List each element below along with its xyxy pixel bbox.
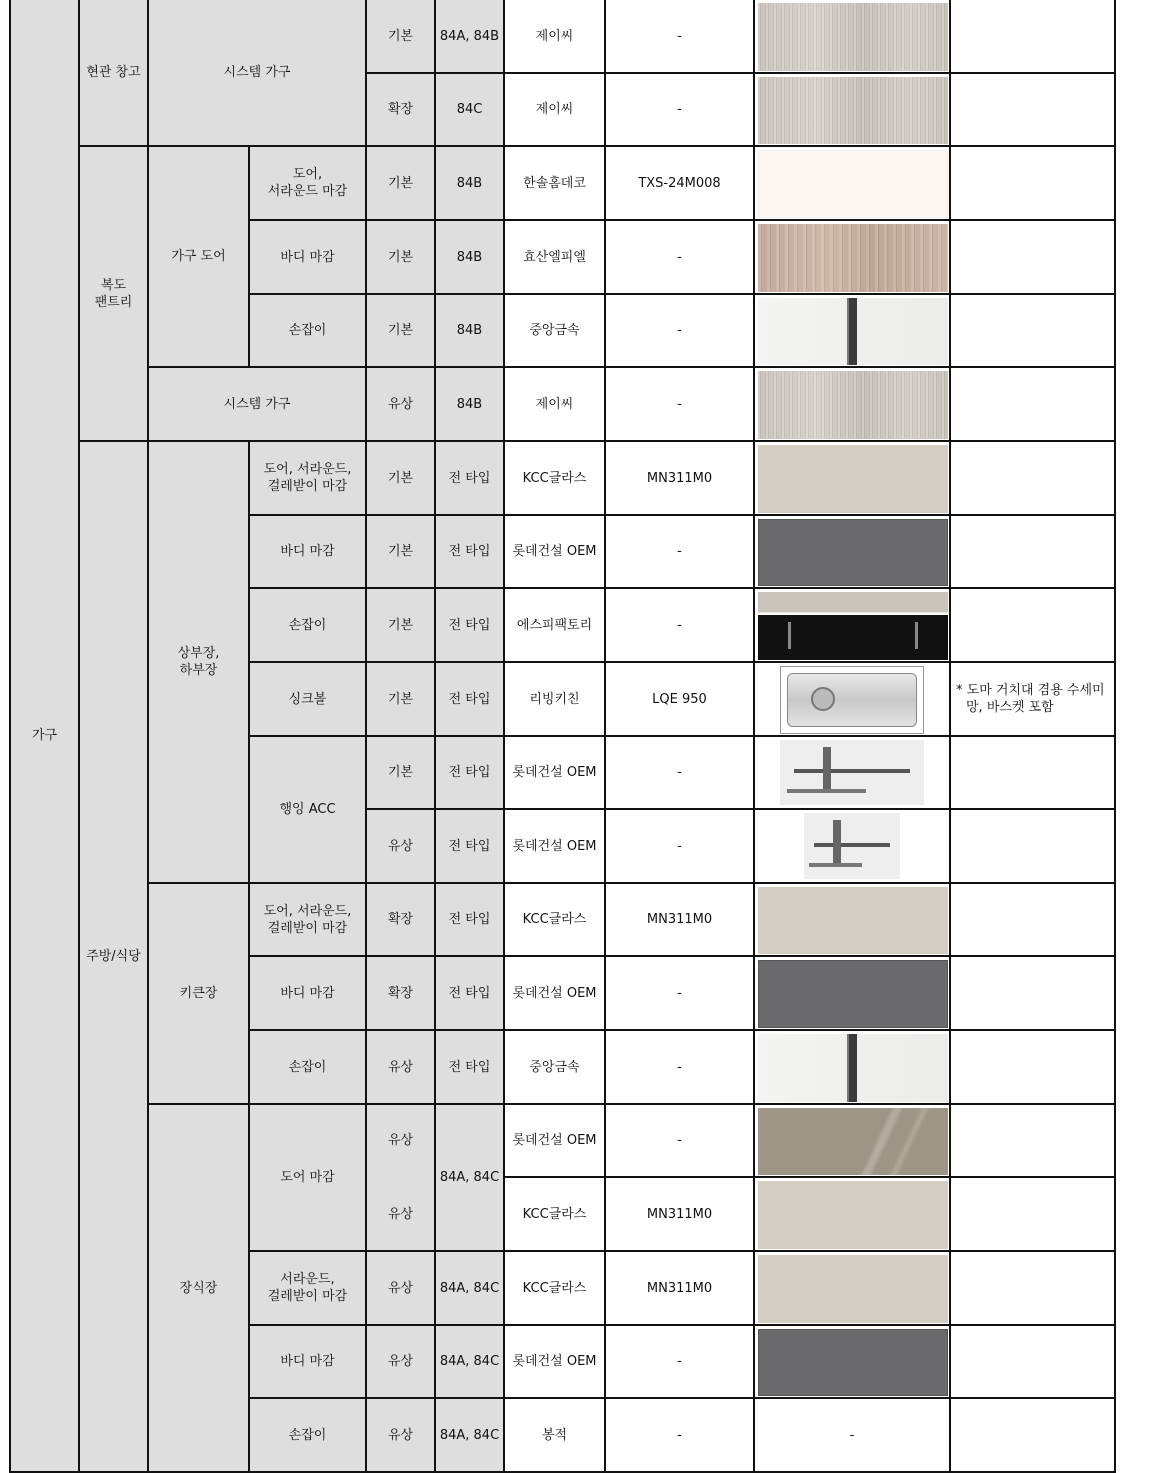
grid-line (147, 882, 1116, 884)
group-cell-text: 시스템 가구 (223, 65, 291, 80)
type-cell-text: 전 타입 (448, 544, 491, 559)
maker-cell-text: 롯데건설 OEM (512, 1354, 597, 1369)
maker-cell-text: 제이씨 (535, 28, 574, 44)
model-cell-text: - (677, 323, 682, 338)
model-cell (605, 1325, 754, 1398)
group-cell (148, 367, 366, 441)
option-cell-text: 기본 (387, 765, 414, 780)
grid-line (248, 1397, 1116, 1399)
option-cell (366, 1325, 435, 1398)
swatch-image (780, 666, 924, 734)
option-cell-text: 확장 (387, 102, 414, 117)
maker-cell-text: KCC글라스 (522, 1206, 587, 1222)
maker-cell-text: 제이씨 (535, 102, 574, 117)
model-cell (605, 662, 754, 736)
maker-cell (504, 515, 605, 588)
rack-post-icon (833, 820, 841, 866)
option-cell (366, 146, 435, 220)
type-cell (435, 1325, 504, 1398)
model-cell (605, 367, 754, 441)
part-cell (249, 1104, 366, 1251)
note-cell (950, 441, 1115, 515)
maker-cell-text: 중앙금속 (529, 1059, 580, 1075)
note-cell (950, 588, 1115, 662)
model-cell-text: MN311M0 (646, 470, 713, 486)
option-cell (366, 0, 435, 73)
option-cell-text: 확장 (387, 912, 414, 927)
option-cell-text: 유상 (387, 1133, 414, 1148)
model-cell (605, 220, 754, 294)
model-cell-text: - (677, 544, 682, 559)
maker-cell (504, 1104, 605, 1177)
option-cell (366, 1030, 435, 1104)
no-image-text: - (849, 1427, 855, 1443)
note-cell (950, 662, 1115, 736)
type-cell-text: 84A, 84B (439, 28, 500, 44)
swatch-image (758, 77, 948, 144)
type-cell (435, 367, 504, 441)
option-cell (366, 294, 435, 367)
option-cell (366, 662, 435, 736)
model-cell (605, 441, 754, 515)
maker-cell (504, 220, 605, 294)
maker-cell (504, 73, 605, 146)
note-cell (950, 736, 1115, 809)
type-cell (435, 0, 504, 73)
type-cell-text: 84B (456, 323, 483, 338)
model-cell-text: - (677, 838, 682, 854)
shelf-edge-icon (915, 622, 918, 649)
model-cell-text: - (677, 765, 682, 780)
grid-line (248, 219, 1116, 221)
note-cell (950, 1030, 1115, 1104)
option-cell (366, 883, 435, 956)
maker-cell-text: 에스피팩토리 (516, 617, 593, 633)
maker-cell (504, 1177, 605, 1251)
model-cell (605, 956, 754, 1030)
note-cell (950, 146, 1115, 220)
type-cell (435, 1104, 504, 1251)
swatch-image (758, 960, 948, 1028)
sink-basin-icon (787, 673, 917, 727)
model-cell-text: MN311M0 (646, 1206, 713, 1222)
drain-icon (811, 687, 835, 711)
grid-line (248, 1029, 1116, 1031)
swatch-image (758, 1329, 948, 1396)
maker-cell (504, 1325, 605, 1398)
zone-cell-text: 주방/식당 (86, 949, 141, 964)
type-cell-text: 84A, 84C (439, 1170, 500, 1185)
option-cell-text: 기본 (387, 323, 414, 338)
option-cell-text: 기본 (387, 175, 414, 191)
handle-bar-icon (847, 298, 857, 365)
zone-cell-text: 복도 팬트리 (94, 277, 133, 310)
type-cell (435, 515, 504, 588)
type-cell-text: 전 타입 (448, 985, 491, 1001)
maker-cell (504, 441, 605, 515)
swatch-image (758, 224, 948, 292)
option-cell (366, 956, 435, 1030)
option-cell (366, 220, 435, 294)
category-cell (10, 0, 79, 1472)
grid-line (147, 366, 1116, 368)
handle-bar-icon (847, 1034, 857, 1102)
part-cell-text: 도어, 서라운드, 걸레받이 마감 (263, 903, 352, 936)
maker-cell-text: 롯데건설 OEM (512, 838, 597, 854)
swatch-image (780, 740, 924, 805)
group-cell (148, 441, 249, 883)
grid-line (248, 514, 1116, 516)
zone-cell (79, 0, 148, 146)
maker-cell-text: 롯데건설 OEM (512, 1133, 597, 1148)
model-cell (605, 883, 754, 956)
option-cell-text: 기본 (387, 617, 414, 633)
grid-line (147, 0, 149, 1472)
grid-line (248, 1250, 1116, 1252)
maker-cell (504, 736, 605, 809)
maker-cell-text: 롯데건설 OEM (512, 544, 597, 559)
maker-cell-text: 중앙금속 (529, 323, 580, 338)
note-cell (950, 1104, 1115, 1177)
note-cell (950, 220, 1115, 294)
model-cell-text: LQE 950 (652, 691, 707, 707)
part-cell (249, 1398, 366, 1472)
part-cell (249, 294, 366, 367)
option-cell (366, 1177, 435, 1251)
maker-cell (504, 146, 605, 220)
option-cell (366, 588, 435, 662)
part-cell (249, 736, 366, 883)
model-cell-text: MN311M0 (646, 1280, 713, 1296)
type-cell (435, 662, 504, 736)
maker-cell-text: 롯데건설 OEM (512, 985, 597, 1001)
swatch-image (758, 592, 948, 660)
model-cell (605, 588, 754, 662)
type-cell (435, 1398, 504, 1472)
part-cell-text: 행잉 ACC (279, 802, 336, 817)
model-cell (605, 146, 754, 220)
group-cell (148, 883, 249, 1104)
part-cell (249, 588, 366, 662)
rack-rail-icon (794, 769, 909, 773)
swatch-image (758, 519, 948, 586)
model-cell (605, 0, 754, 73)
maker-cell (504, 883, 605, 956)
part-cell (249, 1030, 366, 1104)
option-cell-text: 유상 (387, 1206, 414, 1222)
part-cell-text: 싱크볼 (288, 691, 327, 707)
rack-rail-icon (814, 843, 891, 847)
type-cell-text: 84B (456, 396, 483, 412)
part-cell (249, 956, 366, 1030)
type-cell (435, 146, 504, 220)
type-cell (435, 1251, 504, 1325)
type-cell-text: 전 타입 (448, 912, 491, 927)
type-cell (435, 809, 504, 883)
part-cell-text: 바디 마감 (280, 985, 335, 1001)
swatch-image (758, 298, 948, 365)
part-cell-text: 바디 마감 (280, 249, 335, 265)
grid-line (9, 0, 11, 1472)
maker-cell-text: KCC글라스 (522, 470, 587, 486)
part-cell-text: 도어 마감 (280, 1170, 335, 1185)
group-cell-text: 시스템 가구 (223, 396, 291, 412)
option-cell (366, 1104, 435, 1177)
option-cell (366, 441, 435, 515)
model-cell-text: - (677, 985, 682, 1001)
type-cell (435, 956, 504, 1030)
grid-line (365, 72, 1116, 74)
option-cell-text: 유상 (387, 1059, 414, 1075)
option-cell-text: 유상 (387, 396, 414, 412)
group-cell-text: 장식장 (179, 1280, 218, 1296)
part-cell-text: 서라운드, 걸레받이 마감 (267, 1272, 348, 1304)
option-cell-text: 유상 (387, 1354, 414, 1369)
note-cell (950, 1177, 1115, 1251)
maker-cell (504, 294, 605, 367)
swatch-image (758, 3, 948, 71)
rack-shelf-icon (809, 863, 862, 867)
option-cell-text: 유상 (387, 1427, 414, 1443)
model-cell-text: - (677, 1133, 682, 1148)
swatch-image (758, 371, 948, 439)
option-cell-text: 기본 (387, 544, 414, 559)
type-cell (435, 1030, 504, 1104)
grid-line (248, 146, 250, 367)
note-cell (950, 1398, 1115, 1472)
type-cell-text: 전 타입 (448, 691, 491, 707)
maker-cell (504, 1398, 605, 1472)
rack-post-icon (823, 747, 831, 793)
maker-cell (504, 809, 605, 883)
type-cell (435, 220, 504, 294)
part-cell (249, 883, 366, 956)
option-cell (366, 367, 435, 441)
zone-cell (79, 146, 148, 441)
maker-cell-text: KCC글라스 (522, 1280, 587, 1296)
type-cell-text: 전 타입 (448, 838, 491, 854)
model-cell (605, 294, 754, 367)
model-cell-text: - (677, 617, 682, 633)
swatch-image (758, 887, 948, 954)
maker-cell-text: 롯데건설 OEM (512, 765, 597, 780)
model-cell (605, 1177, 754, 1251)
model-cell (605, 73, 754, 146)
note-cell (950, 956, 1115, 1030)
type-cell-text: 전 타입 (448, 617, 491, 633)
part-cell (249, 662, 366, 736)
group-cell-text: 상부장, 하부장 (177, 646, 220, 678)
part-cell-text: 손잡이 (288, 1427, 327, 1443)
maker-cell-text: 리빙키친 (529, 691, 580, 707)
grid-line (78, 145, 1116, 147)
zone-cell (79, 441, 148, 1472)
note-cell (950, 883, 1115, 956)
model-cell (605, 1398, 754, 1472)
model-cell (605, 1104, 754, 1177)
rack-shelf-icon (787, 789, 866, 793)
maker-cell (504, 1251, 605, 1325)
option-cell-text: 기본 (387, 28, 414, 44)
part-cell-text: 손잡이 (288, 1059, 327, 1075)
part-cell (249, 515, 366, 588)
grid-line (248, 587, 1116, 589)
swatch-image (758, 1181, 948, 1249)
category-cell-text: 가구 (31, 728, 58, 743)
model-cell-text: - (677, 102, 682, 117)
type-cell (435, 588, 504, 662)
group-cell-text: 가구 도어 (171, 249, 226, 264)
type-cell-text: 84A, 84C (439, 1280, 500, 1296)
maker-cell (504, 0, 605, 73)
part-cell-text: 손잡이 (288, 617, 327, 633)
maker-cell-text: 한솔홈데코 (523, 175, 586, 191)
swatch-image (758, 1255, 948, 1323)
model-cell-text: TXS-24M008 (638, 175, 721, 191)
part-cell-text: 바디 마감 (280, 1354, 335, 1369)
maker-cell (504, 1030, 605, 1104)
model-cell (605, 736, 754, 809)
grid-line (147, 1103, 1116, 1105)
model-cell-text: - (677, 249, 682, 265)
maker-cell (504, 956, 605, 1030)
part-cell-text: 손잡이 (288, 323, 327, 338)
note-cell (950, 294, 1115, 367)
model-cell-text: - (677, 396, 682, 412)
type-cell (435, 736, 504, 809)
type-cell-text: 전 타입 (448, 1059, 491, 1075)
part-cell (249, 220, 366, 294)
option-cell (366, 73, 435, 146)
type-cell (435, 441, 504, 515)
part-cell (249, 441, 366, 515)
model-cell-text: MN311M0 (646, 912, 713, 927)
grid-line (248, 293, 1116, 295)
model-cell-text: - (677, 1059, 682, 1075)
model-cell (605, 515, 754, 588)
note-cell (950, 1251, 1115, 1325)
option-cell-text: 확장 (387, 985, 414, 1001)
option-cell (366, 736, 435, 809)
note-cell (950, 367, 1115, 441)
group-cell (148, 146, 249, 367)
option-cell-text: 유상 (387, 1280, 414, 1296)
type-cell (435, 883, 504, 956)
group-cell (148, 1104, 249, 1472)
maker-cell (504, 367, 605, 441)
shelf-edge-icon (788, 622, 791, 649)
group-cell (148, 0, 366, 146)
type-cell (435, 73, 504, 146)
type-cell-text: 전 타입 (448, 765, 491, 780)
grid-line (365, 808, 1116, 810)
option-cell (366, 1398, 435, 1472)
maker-cell (504, 588, 605, 662)
type-cell-text: 전 타입 (448, 470, 491, 486)
grid-line (248, 735, 1116, 737)
grid-line (248, 1324, 1116, 1326)
maker-cell-text: 제이씨 (535, 396, 574, 412)
type-cell-text: 84B (456, 175, 483, 191)
grid-line (248, 955, 1116, 957)
option-cell-text: 기본 (387, 249, 414, 265)
model-cell (605, 809, 754, 883)
option-cell (366, 1251, 435, 1325)
part-cell-text: 도어, 서라운드, 걸레받이 마감 (263, 462, 352, 494)
grid-line (248, 661, 1116, 663)
option-cell (366, 515, 435, 588)
option-cell-text: 기본 (387, 691, 414, 707)
type-cell (435, 294, 504, 367)
swatch-image (758, 150, 948, 218)
part-cell-text: 도어, 서라운드 마감 (267, 167, 348, 199)
grid-line (503, 1176, 1116, 1178)
note-cell (950, 73, 1115, 146)
part-cell (249, 1325, 366, 1398)
maker-cell-text: KCC글라스 (522, 912, 587, 927)
model-cell-text: - (677, 1427, 682, 1443)
note-cell (950, 1325, 1115, 1398)
maker-cell-text: 효산엘피엘 (523, 249, 586, 265)
maker-cell-text: 봉적 (541, 1427, 568, 1443)
model-cell (605, 1030, 754, 1104)
model-cell-text: - (677, 1354, 682, 1369)
model-cell-text: - (677, 28, 682, 44)
note-text: * 도마 거치대 겸용 수세미망, 바스켓 포함 (956, 683, 1105, 715)
grid-line (78, 0, 80, 1472)
grid-line (78, 440, 1116, 442)
zone-cell-text: 현관 창고 (86, 65, 141, 80)
type-cell-text: 84B (456, 249, 483, 265)
note-cell (950, 0, 1115, 73)
maker-cell (504, 662, 605, 736)
swatch-image (804, 813, 900, 879)
swatch-image (758, 1034, 948, 1102)
option-cell-text: 기본 (387, 470, 414, 486)
part-cell (249, 146, 366, 220)
part-cell (249, 1251, 366, 1325)
part-cell-text: 바디 마감 (280, 544, 335, 559)
option-cell (366, 809, 435, 883)
type-cell-text: 84A, 84C (439, 1427, 500, 1443)
note-cell (950, 809, 1115, 883)
option-cell-text: 유상 (387, 838, 414, 854)
group-cell-text: 키큰장 (179, 986, 218, 1001)
model-cell (605, 1251, 754, 1325)
type-cell-text: 84A, 84C (439, 1354, 500, 1369)
type-cell-text: 84C (456, 102, 483, 117)
swatch-image (758, 445, 948, 513)
swatch-image (758, 1108, 948, 1175)
note-cell (950, 515, 1115, 588)
